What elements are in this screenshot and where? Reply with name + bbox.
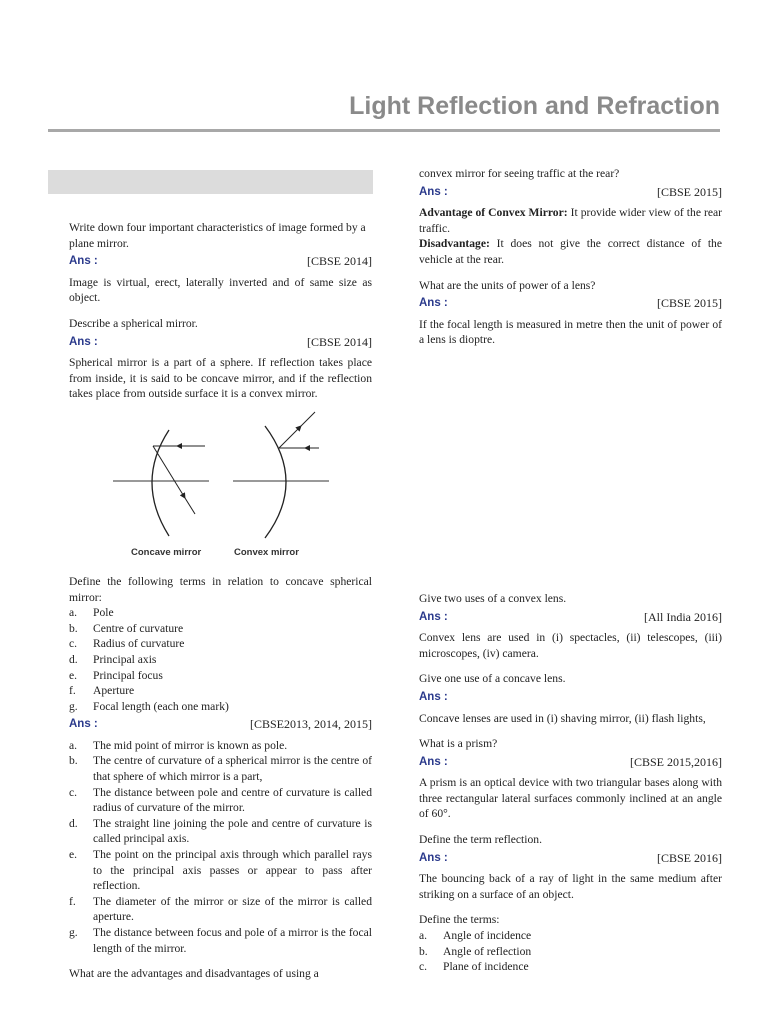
question-4-continued: convex mirror for seeing traffic at the rear?: [419, 167, 620, 180]
list-item: [69, 699, 372, 715]
ans-label: Ans :: [419, 851, 448, 864]
source-tag: [CBSE 2015]: [656, 296, 722, 311]
answer-header-5: [419, 296, 722, 312]
question-1: Write down four important characteristics of image formed by a plane mirror.: [69, 221, 366, 250]
list-item: [69, 621, 372, 637]
convex-mirror-arc: [265, 426, 286, 538]
answer-header-1: [69, 254, 372, 270]
list-text: Angle of incidence: [443, 929, 532, 943]
list-text: Plane of incidence: [443, 960, 529, 974]
right-column: [419, 166, 722, 975]
list-text: Radius of curvature: [93, 637, 185, 651]
list-text: The distance between pole and centre of curvature is called radius of curvature of the mirror.: [93, 785, 372, 815]
list-item: [69, 738, 372, 754]
caption-concave: Concave mirror: [131, 546, 202, 558]
question-4: What are the advantages and disadvantages of using a: [69, 967, 319, 981]
list-item: [419, 959, 722, 975]
list-text: Pole: [93, 606, 114, 620]
ans-label: Ans :: [419, 690, 448, 703]
answer-header-7: [419, 690, 722, 706]
ans-label: Ans :: [69, 255, 98, 268]
list-marker: b.: [69, 754, 78, 768]
list-marker: c.: [69, 637, 78, 651]
list-text: Focal length (each one mark): [93, 699, 229, 713]
list-text: The straight line joining the pole and centre of curvature is called principal axis.: [93, 816, 372, 846]
list-text: Aperture: [93, 684, 135, 698]
question-2: Describe a spherical mirror.: [69, 316, 198, 330]
answer-header-8: [419, 755, 722, 771]
ans-label: Ans :: [419, 610, 448, 623]
answer-4-disadvantage: [419, 236, 722, 267]
disadvantage-label: Disadvantage:: [419, 237, 490, 251]
list-marker: a.: [69, 738, 78, 752]
list-marker: e.: [69, 668, 78, 682]
list-item: [69, 785, 372, 816]
answer-header-4: [419, 185, 722, 201]
source-tag: [CBSE 2015]: [656, 184, 722, 199]
ans-label: Ans :: [69, 718, 98, 731]
list-text: The point on the principal axis through which parallel rays to the principal axis passes or appear to pass after reflection.: [93, 848, 372, 893]
list-marker: e.: [69, 848, 78, 862]
list-marker: c.: [69, 785, 78, 799]
list-item: [69, 753, 372, 784]
list-text: Principal axis: [93, 652, 157, 666]
list-item: [69, 847, 372, 894]
answer-2: Spherical mirror is a part of a sphere. If reflection takes place from inside, it is said to be concave mirror, and if the reflection takes place from outside surface it is a convex mirror.: [69, 356, 372, 401]
list-marker: d.: [69, 816, 78, 830]
question-8: What is a prism?: [419, 737, 498, 751]
list-item: [69, 894, 372, 925]
answer-header-2: [69, 335, 372, 351]
ans-label: Ans :: [419, 297, 448, 310]
section-header-band: [48, 170, 373, 194]
left-column: [69, 220, 372, 982]
mirror-figure: [69, 410, 372, 568]
list-item: [69, 925, 372, 956]
list-item: [419, 928, 722, 944]
list-item: [69, 636, 372, 652]
answer-header-6: [419, 610, 722, 626]
question-6: Give two uses of a convex lens.: [419, 591, 567, 605]
list-text: The distance between focus and pole of a mirror is the focal length of the mirror.: [93, 926, 372, 955]
ans-label: Ans :: [419, 755, 448, 768]
question-7: Give one use of a concave lens.: [419, 672, 566, 686]
list-text: Centre of curvature: [93, 621, 184, 635]
ans-label: Ans :: [69, 335, 98, 348]
title-divider: [48, 129, 720, 132]
list-item: [69, 652, 372, 668]
answer-1: Image is virtual, erect, laterally inverted and of same size as object.: [69, 275, 372, 305]
source-tag: [All India 2016]: [644, 609, 722, 624]
question-3: Define the following terms in relation to concave spherical mirror:: [69, 574, 372, 604]
answer-header-9: [419, 851, 722, 867]
list-text: Principal focus: [93, 668, 163, 682]
question-9: Define the term reflection.: [419, 833, 542, 847]
source-tag: [CBSE 2014]: [306, 254, 372, 269]
advantage-label: Advantage of Convex Mirror:: [419, 206, 568, 220]
list-marker: c.: [419, 960, 428, 974]
answer-header-3: [69, 717, 372, 733]
source-tag: [CBSE2013, 2014, 2015]: [249, 717, 372, 732]
reflected-ray: [153, 446, 185, 498]
source-tag: [CBSE 2015,2016]: [629, 754, 722, 769]
list-marker: g.: [69, 926, 78, 939]
list-item: [69, 605, 372, 621]
caption-convex: Convex mirror: [234, 546, 299, 558]
answer-4-advantage: [419, 205, 722, 236]
page-title: Light Reflection and Refraction: [349, 92, 720, 120]
list-item: [69, 683, 372, 699]
list-item: [419, 944, 722, 960]
list-text: The mid point of mirror is known as pole.: [93, 738, 288, 752]
source-tag: [CBSE 2016]: [656, 850, 722, 865]
list-text: Angle of reflection: [443, 944, 532, 958]
question-10-items: [419, 928, 722, 975]
source-tag: [CBSE 2014]: [306, 334, 372, 349]
question-10: Define the terms:: [419, 913, 500, 927]
answer-5: If the focal length is measured in metre then the unit of power of a lens is dioptre.: [419, 317, 722, 347]
question-3-items: [69, 605, 372, 714]
question-5: What are the units of power of a lens?: [419, 278, 596, 292]
list-item: [69, 668, 372, 684]
reflected-ray: [279, 426, 301, 448]
list-marker: f.: [69, 684, 76, 698]
list-text: The diameter of the mirror or size of the mirror is called aperture.: [93, 894, 372, 924]
answer-9: The bouncing back of a ray of light in the same medium after striking on a surface of an object.: [419, 872, 722, 901]
list-marker: a.: [419, 929, 428, 943]
list-text: The centre of curvature of a spherical mirror is the centre of that sphere of which mirror is a part,: [93, 754, 372, 784]
list-item: [69, 816, 372, 847]
ans-label: Ans :: [419, 185, 448, 198]
list-marker: g.: [69, 699, 78, 713]
list-marker: f.: [69, 894, 76, 908]
mirror-diagram: [69, 410, 372, 568]
list-marker: d.: [69, 652, 78, 666]
list-marker: b.: [69, 621, 78, 635]
advantage-text: It provide wider view of the rear traffic.: [419, 206, 722, 235]
answer-8: A prism is an optical device with two triangular bases along with three rectangular lateral surfaces commonly inclined at an angle of 60°.: [419, 776, 722, 821]
disadvantage-text: It does not give the correct distance of the vehicle at the rear.: [419, 237, 722, 266]
list-marker: b.: [419, 944, 428, 958]
answer-3-items: [69, 738, 372, 956]
answer-6: Convex lens are used in (i) spectacles, (ii) telescopes, (iii) microscopes, (iv) camera.: [419, 631, 722, 660]
answer-7: Concave lenses are used in (i) shaving mirror, (ii) flash lights,: [419, 711, 706, 725]
list-marker: a.: [69, 606, 78, 620]
